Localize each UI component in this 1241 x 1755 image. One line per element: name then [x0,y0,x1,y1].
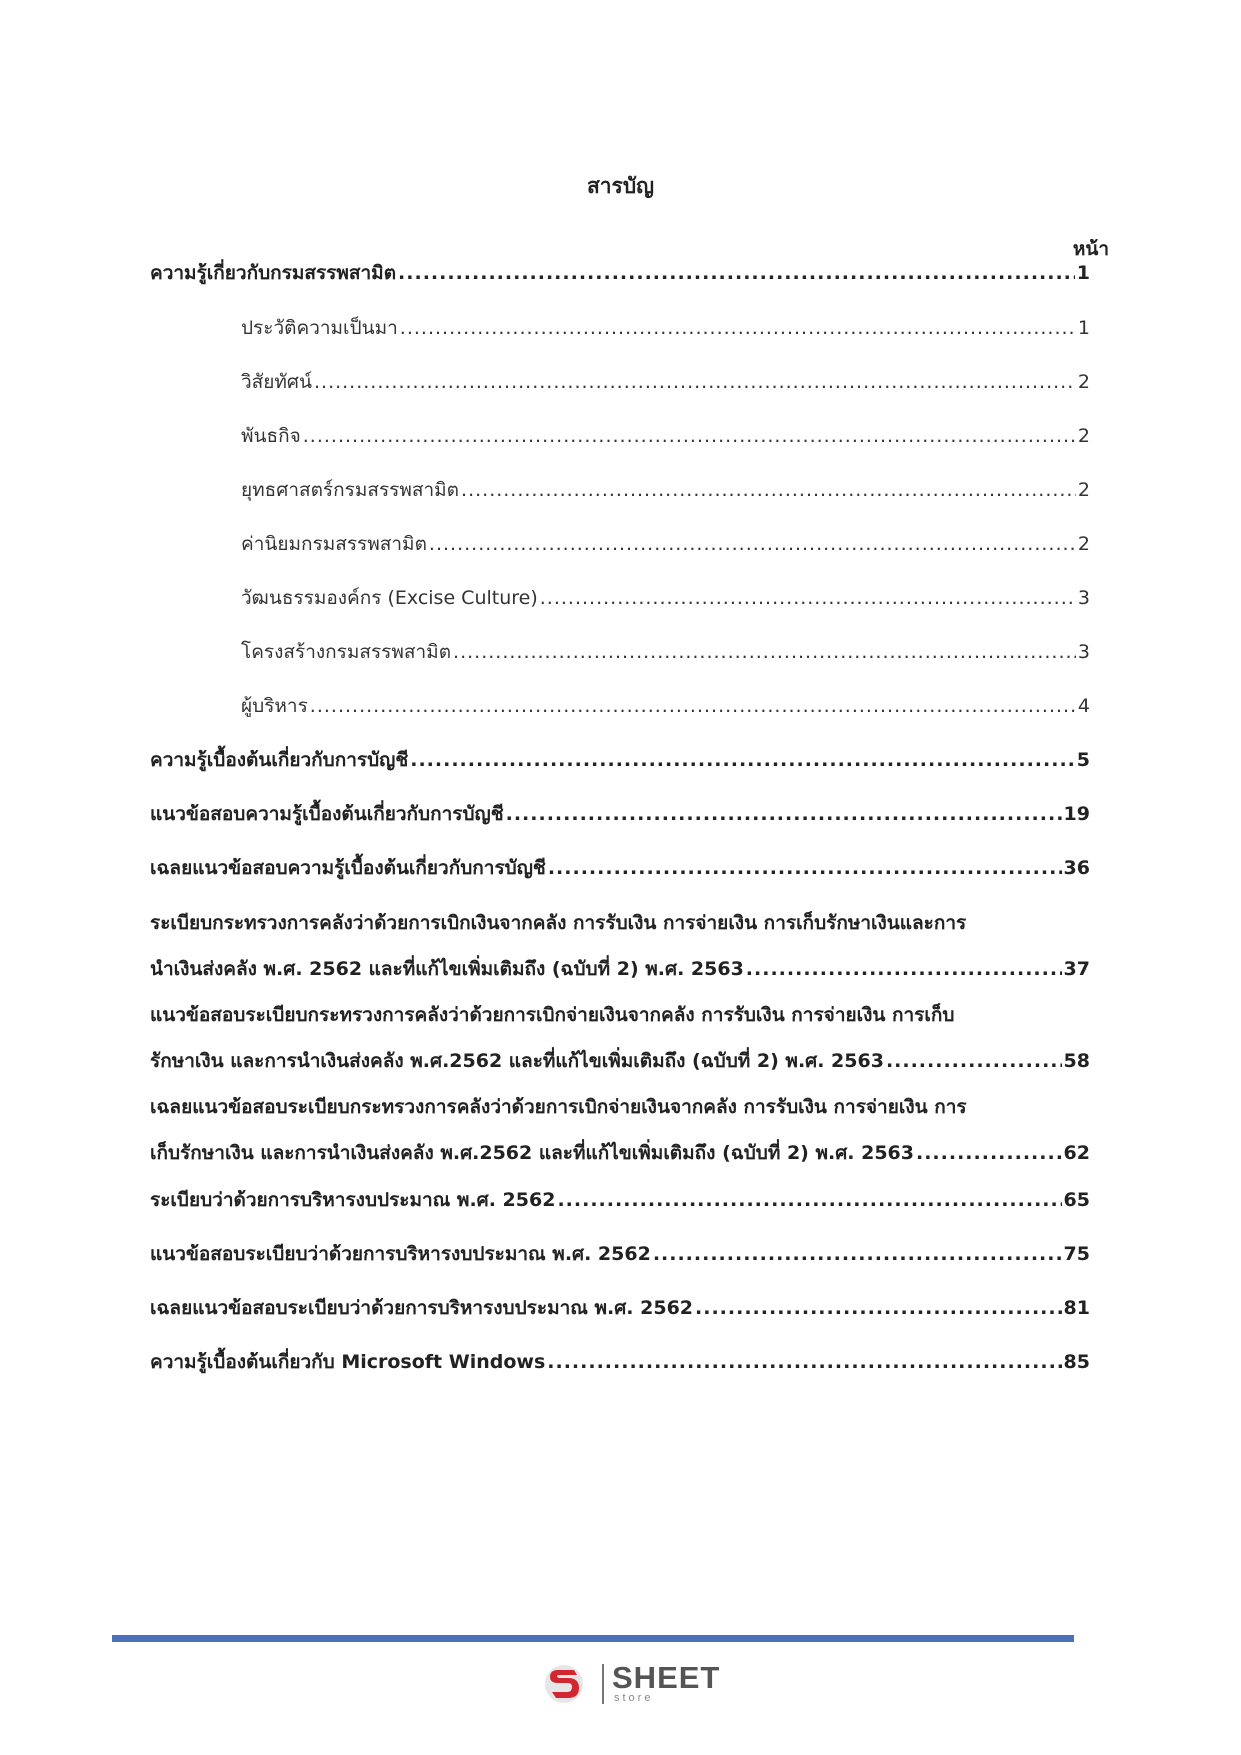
toc-dot-leader [398,258,1075,288]
toc-entry-title: เฉลยแนวข้อสอบระเบียบว่าด้วยการบริหารงบประมาณ พ.ศ. 2562 [150,1297,694,1319]
toc-dot-leader [453,637,1076,667]
toc-entry-title: พันธกิจ [241,425,301,447]
toc-entry[interactable] [150,1239,1090,1269]
toc-page-number: 3 [1077,641,1090,663]
toc-entry[interactable] [150,1347,1090,1377]
toc-page-number: 2 [1077,479,1090,501]
toc-page-number: 4 [1077,695,1090,717]
toc-entry[interactable] [150,1092,1090,1168]
toc-entry-title: ผู้บริหาร [241,695,308,717]
toc-page-number: 1 [1077,317,1090,339]
toc-entry[interactable] [241,313,1090,343]
toc-dot-leader [886,1046,1062,1076]
toc-page-number: 75 [1063,1243,1090,1265]
toc-page-number: 2 [1077,371,1090,393]
toc-page-number: 81 [1063,1297,1090,1319]
toc-entry-line [150,1185,1090,1215]
toc-entry-line [241,583,1090,613]
toc-entry-line [150,1347,1090,1377]
toc-page-number: 62 [1063,1142,1090,1164]
toc-entry[interactable] [241,421,1090,451]
toc-entry-line [241,367,1090,397]
toc-dot-leader [540,583,1076,613]
toc-entry-title: ความรู้เบื้องต้นเกี่ยวกับ Microsoft Windows [150,1351,546,1373]
toc-page-number: 2 [1077,425,1090,447]
toc-entry-title: เฉลยแนวข้อสอบความรู้เบื้องต้นเกี่ยวกับการบัญชี [150,857,546,879]
toc-entry[interactable] [150,1185,1090,1215]
toc-entry-line [150,1000,1090,1030]
toc-entry-title: แนวข้อสอบระเบียบกระทรวงการคลังว่าด้วยการเบิกจ่ายเงินจากคลัง การรับเงิน การจ่ายเงิน การเก็บ [150,1004,955,1026]
toc-entry-line [150,1046,1090,1076]
toc-entry-title: ระเบียบกระทรวงการคลังว่าด้วยการเบิกเงินจากคลัง การรับเงิน การจ่ายเงิน การเก็บรักษาเงินและการ [150,912,967,934]
toc-page-number: 37 [1063,958,1090,980]
toc-dot-leader [410,745,1075,775]
toc-entry-line [150,1092,1090,1122]
toc-entry[interactable] [150,258,1090,288]
toc-entry[interactable] [241,529,1090,559]
toc-entry-line [241,637,1090,667]
logo-separator [602,1664,604,1704]
toc-title: สารบัญ [586,174,655,198]
toc-entry-line [241,421,1090,451]
toc-page-number: 58 [1063,1050,1090,1072]
toc-entry-title: วิสัยทัศน์ [241,371,312,393]
toc-dot-leader [303,421,1076,451]
toc-entry-title: เฉลยแนวข้อสอบระเบียบกระทรวงการคลังว่าด้วยการเบิกจ่ายเงินจากคลัง การรับเงิน การจ่ายเงิน การ [150,1096,967,1118]
toc-entry-title: แนวข้อสอบระเบียบว่าด้วยการบริหารงบประมาณ พ.ศ. 2562 [150,1243,651,1265]
toc-entry-line [150,908,1090,938]
toc-dot-leader [314,367,1076,397]
toc-entry[interactable] [241,475,1090,505]
toc-entry-title: ความรู้เบื้องต้นเกี่ยวกับการบัญชี [150,749,409,771]
toc-entry[interactable] [241,367,1090,397]
toc-entry-line [150,745,1090,775]
toc-dot-leader [429,529,1076,559]
toc-entry-title: ความรู้เกี่ยวกับกรมสรรพสามิต [150,262,397,284]
toc-page-number: 3 [1077,587,1090,609]
toc-entry-title: โครงสร้างกรมสรรพสามิต [241,641,452,663]
toc-entry-line [150,258,1090,288]
toc-dot-leader [653,1239,1062,1269]
brand-subtitle: store [614,1692,654,1704]
toc-dot-leader [400,313,1076,343]
toc-entry[interactable] [150,799,1090,829]
toc-entry-line [150,1138,1090,1168]
toc-entry-title: รักษาเงิน และการนำเงินส่งคลัง พ.ศ.2562 และที่แก้ไขเพิ่มเติมถึง (ฉบับที่ 2) พ.ศ. 2563 [150,1050,884,1072]
toc-entry-title: ยุทธศาสตร์กรมสรรพสามิต [241,479,460,501]
toc-entry-title: แนวข้อสอบความรู้เบื้องต้นเกี่ยวกับการบัญชี [150,803,504,825]
toc-entry-title: ระเบียบว่าด้วยการบริหารงบประมาณ พ.ศ. 2562 [150,1189,556,1211]
toc-page-number: 19 [1063,803,1090,825]
toc-entry-line [150,1293,1090,1323]
toc-dot-leader [547,1347,1061,1377]
toc-entry[interactable] [150,853,1090,883]
toc-dot-leader [746,954,1062,984]
toc-entry-line [241,691,1090,721]
toc-entry-line [241,475,1090,505]
toc-entry[interactable] [241,583,1090,613]
toc-entry-title: วัฒนธรรมองค์กร (Excise Culture) [241,587,538,609]
toc-page-number: 5 [1076,749,1090,771]
toc-entry[interactable] [150,1293,1090,1323]
toc-entry[interactable] [150,908,1090,984]
page-column-header: หน้า [1072,238,1109,260]
toc-dot-leader [506,799,1062,829]
toc-entry[interactable] [150,745,1090,775]
toc-entry-line [241,529,1090,559]
toc-dot-leader [916,1138,1062,1168]
toc-entry[interactable] [150,1000,1090,1076]
toc-entry-line [150,954,1090,984]
toc-entry-line [150,853,1090,883]
toc-entry[interactable] [241,691,1090,721]
toc-entry-title: ค่านิยมกรมสรรพสามิต [241,533,427,555]
toc-page-number: 85 [1063,1351,1090,1373]
toc-dot-leader [461,475,1076,505]
toc-page-number: 36 [1063,857,1090,879]
toc-page-number: 2 [1077,533,1090,555]
toc-page-number: 1 [1076,262,1090,284]
toc-dot-leader [695,1293,1062,1323]
toc-entry-line [150,799,1090,829]
toc-entry-title: นำเงินส่งคลัง พ.ศ. 2562 และที่แก้ไขเพิ่มเติมถึง (ฉบับที่ 2) พ.ศ. 2563 [150,958,744,980]
toc-dot-leader [548,853,1062,883]
toc-entry-line [241,313,1090,343]
brand-name: SHEET [612,1660,721,1695]
toc-entry-title: ประวัติความเป็นมา [241,317,398,339]
toc-entry[interactable] [241,637,1090,667]
toc-entry-line [150,1239,1090,1269]
toc-dot-leader [310,691,1076,721]
toc-entry-title: เก็บรักษาเงิน และการนำเงินส่งคลัง พ.ศ.2562 และที่แก้ไขเพิ่มเติมถึง (ฉบับที่ 2) พ.ศ. 2563 [150,1142,914,1164]
toc-page-number: 65 [1063,1189,1090,1211]
toc-dot-leader [557,1185,1061,1215]
footer-divider [112,1635,1074,1642]
